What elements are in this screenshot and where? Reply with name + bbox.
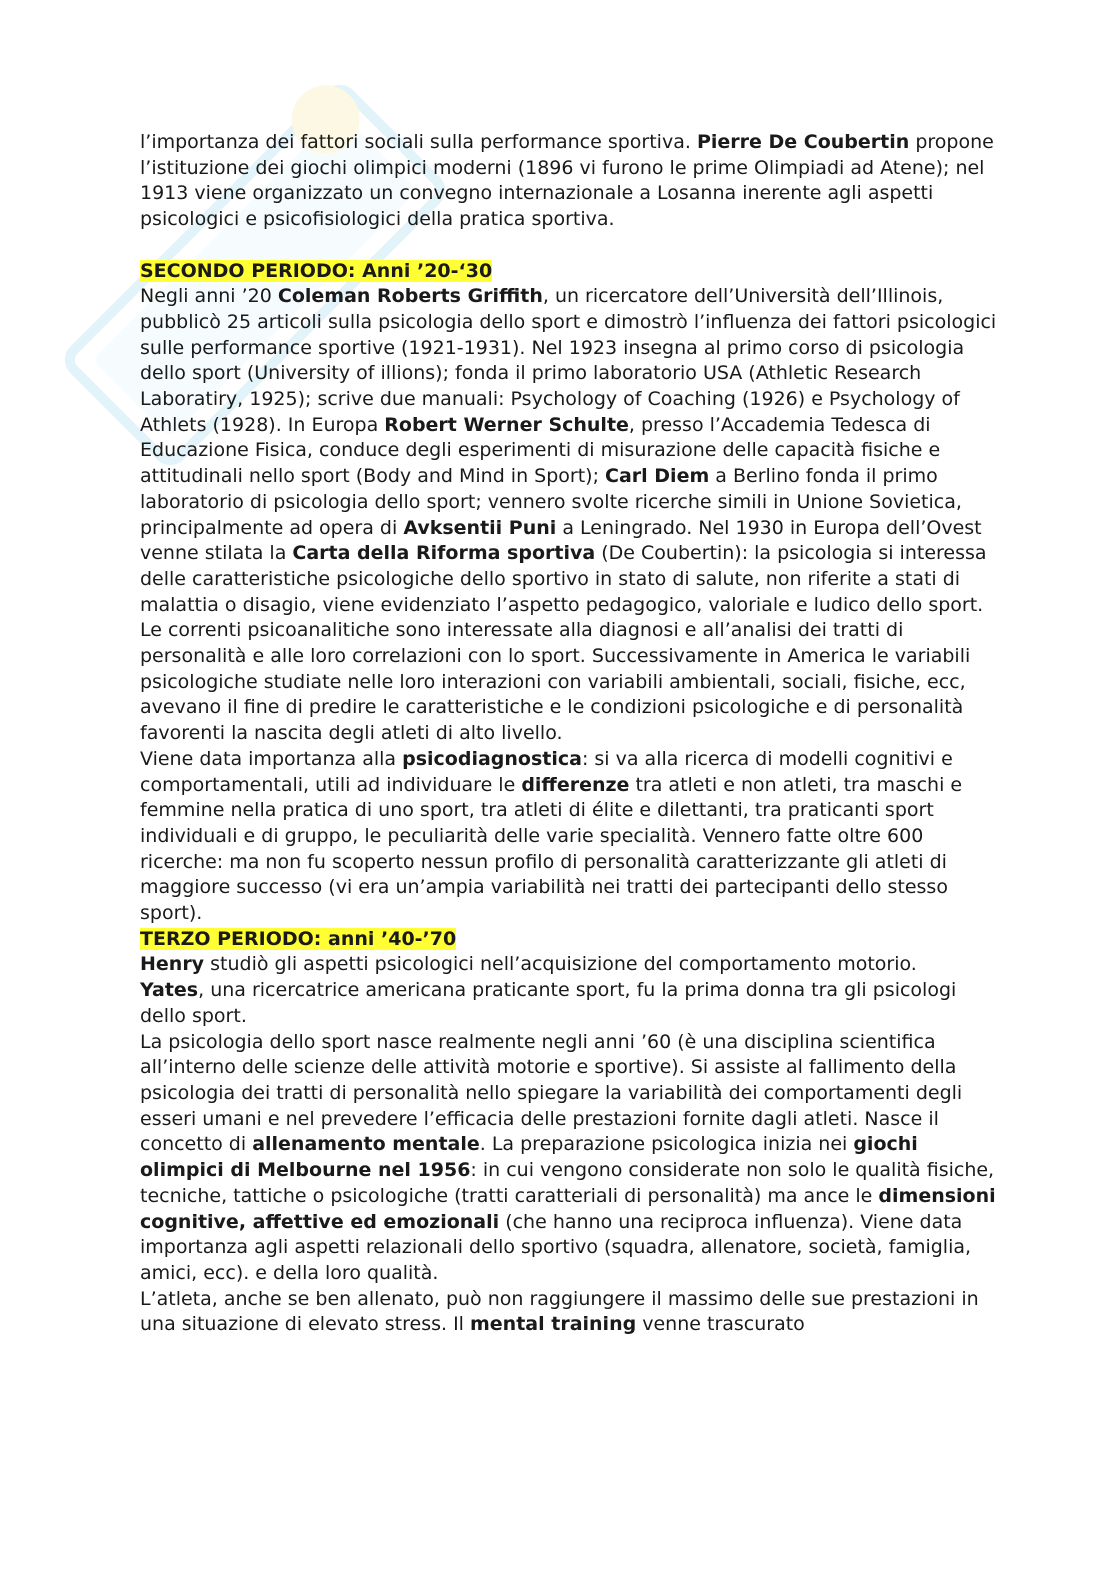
text-run: , presso l’Accademia Tedesca di Educazione Fisica, conduce degli esperimenti di misurazione delle capacità fisiche e attitudinali nello sport (Body and Mind in Sport); (140, 413, 941, 488)
bold-term-melbourne-1956: giochi olimpici di Melbourne nel 1956 (140, 1133, 918, 1182)
text-run: Viene data importanza alla (140, 747, 403, 770)
paragraph-olympics-intro (140, 130, 1008, 233)
bold-term-psicodiagnostica: psicodiagnostica (402, 747, 582, 770)
paragraph-yates (140, 978, 1008, 1029)
text-run: studiò gli aspetti psicologici nell’acquisizione del comportamento motorio. (204, 953, 917, 976)
text-run: a Berlino fonda il primo laboratorio di psicologia dello sport; vennero svolte ricerche simili in Unione Sovietica, principalmente ad opera di (140, 465, 962, 539)
bold-name-henry: Henry (140, 953, 205, 976)
text-run: propone l’istituzione dei giochi olimpici moderni (1896 vi furono le prime Olimpiadi ad Atene); nel 1913 viene organizzato un convegno internazionale a Losanna inerente agli aspetti psicologici e psicofisiologici della pratica sportiva. (140, 131, 994, 231)
bold-name-griffith: Coleman Roberts Griffith (277, 285, 543, 308)
bold-name-pierre-de-coubertin: Pierre De Coubertin (696, 131, 910, 153)
bold-name-yates: Yates (140, 979, 199, 1002)
text-run: La psicologia dello sport nasce realmente negli anni ’60 (è una disciplina scientifica all’interno delle scienze delle attività motorie e sportive). Si assiste al fallimento della psicologia dei tratti di personalità nello spiegare la variabilità dei comportamenti degli esseri umani e nel prevedere l’efficacia delle prestazioni fornite dagli atleti. Nasce il concetto di (140, 1030, 963, 1156)
bold-term-carta-riforma: Carta della Riforma sportiva (292, 542, 596, 565)
bold-name-schulte: Robert Werner Schulte (384, 413, 629, 436)
text-run: Negli anni ’20 (140, 285, 278, 308)
bold-name-puni: Avksentii Puni (403, 516, 557, 539)
highlighted-heading: SECONDO PERIODO: Anni ’20-‘30 (140, 259, 493, 282)
text-run: , una ricercatrice americana praticante sport, fu la prima donna tra gli psicologi dello sport. (140, 979, 957, 1027)
text-run: l’importanza dei fattori sociali sulla performance sportiva. (140, 131, 697, 153)
document-body (140, 130, 1008, 1338)
paragraph-psychodiagnostics (140, 747, 1008, 927)
text-run: . La preparazione psicologica inizia nei (479, 1133, 854, 1156)
paragraph-psychoanalytic: Le correnti psicoanalitiche sono interessate alla diagnosi e all’analisi dei tratti di personalità e alle loro correlazioni con lo sport. Successivamente in America le variabili psicologiche studiate nelle loro interazioni con variabili ambientali, sociali, fisiche, ecc, avevano il fine di predire le caratteristiche e le condizioni psicologiche e di personalità favorenti la nascita degli atleti di alto livello. (140, 619, 971, 745)
text-run: , un ricercatore dell’Università dell’Illinois, pubblicò 25 articoli sulla psicologia dello sport e dimostrò l’influenza dei fattori psicologici sulle performance sportive (1921-1931). Nel 1923 insegna al primo corso di psicologia dello sport (University of illions); fonda il primo laboratorio USA (Athletic Research Laboratiry, 1925); scrive due manuali: Psychology of Coaching (1926) e Psychology of Athlets (1928). In Europa (140, 285, 997, 436)
text-run: : si va alla ricerca di modelli cognitivi e comportamentali, utili ad individuare le (140, 747, 953, 796)
bold-term-allenamento-mentale: allenamento mentale (252, 1133, 480, 1156)
text-run: venne trascurato (636, 1313, 805, 1336)
text-run: (che hanno una reciproca influenza). Viene data importanza agli aspetti relazionali dello sportivo (squadra, allenatore, società, famiglia, amici, ecc). e della loro qualità. (140, 1210, 972, 1284)
paragraph-mental-training (140, 1287, 1008, 1338)
text-run: : in cui vengono considerate non solo le qualità fisiche, tecniche, tattiche o psicologiche (tratti caratteriali di personalità) ma ance le (140, 1159, 995, 1207)
bold-name-carl-diem: Carl Diem (605, 465, 710, 488)
text-run: (De Coubertin): la psicologia si interessa delle caratteristiche psicologiche dello sportivo in stato di salute, non riferite a stati di malattia o disagio, viene evidenziato l’aspetto pedagogico, valoriale e ludico dello sport. (140, 542, 987, 616)
text-run: a Leningrado. Nel 1930 in Europa dell’Ovest venne stilata la (140, 516, 982, 565)
text-run: tra atleti e non atleti, tra maschi e femmine nella pratica di uno sport, tra atleti di élite e dilettanti, tra praticanti sport individuali e di gruppo, le peculiarità delle varie specialità. Vennero fatte oltre 600 ricerche: ma non fu scoperto nessun profilo di personalità caratterizzante gli atleti di maggiore successo (vi era un’ampia variabilità nei tratti dei partecipanti dello stesso sport). (140, 773, 963, 925)
section-heading-second-period (140, 259, 1008, 285)
paragraph-gap (140, 233, 1008, 259)
paragraph-sixties (140, 1030, 1008, 1287)
text-run: L’atleta, anche se ben allenato, può non raggiungere il massimo delle sue prestazioni in una situazione di elevato stress. Il (140, 1287, 979, 1336)
bold-term-dimensioni: dimensioni cognitive, affettive ed emozionali (140, 1184, 996, 1233)
bold-term-differenze: differenze (521, 773, 630, 796)
paragraph-griffith (140, 284, 1008, 618)
paragraph-henry (140, 952, 1008, 978)
bold-term-mental-training: mental training (470, 1313, 637, 1336)
highlighted-heading: TERZO PERIODO: anni ’40-’70 (140, 927, 457, 950)
section-heading-third-period (140, 927, 1008, 953)
